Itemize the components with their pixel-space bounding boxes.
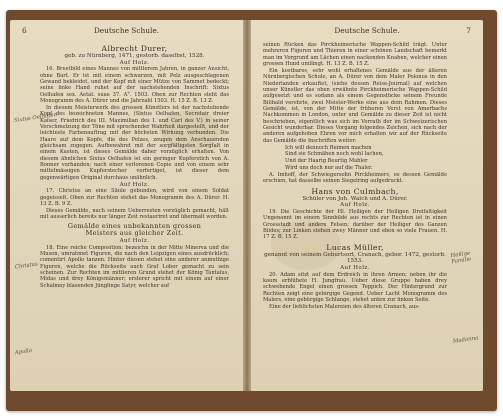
section-label: Auf Holz.: [119, 237, 150, 244]
book-gutter: [243, 20, 251, 391]
artist-dates: geb. zu Nürnberg, 1471, gestorb. daselbst, 1528.: [64, 53, 205, 59]
verse-line: Und der Haarig Beurtig Mahler: [285, 158, 368, 165]
running-head: Deutsche Schule.: [334, 26, 400, 35]
left-page: [10, 20, 243, 391]
catalog-entry: 20. Adam sitzt auf dem Erdreich in ihren Armen; neben ihr die kaum erblühete H. Jungfrau. Ueber diese Gruppe haben drey schwebende Engel einen grossen Teppich. Der Hintergrund zur Rechten zeigt eine gebirgige Gegend. Ueber Lacht Monogramm des Malers, eine gebürgige Schlange, stehet unten zur linken Seite.: [263, 271, 447, 304]
right-page: [251, 20, 483, 391]
right-page-text: [263, 42, 447, 385]
section-heading: Gemälde eines unbekannten grossen: [67, 221, 202, 230]
catalog-description: In diesem Meisterwerk des grossen Künstlers ist der nachstehende Kopf des bezeichneten Mannes, (Sixtus Oelhafen, Secretair dreier Kaiser, Friedrich des III. Maximilian des I. und Carl des V.) in seiner Verschmelzung der Töne mit sprechender Wahrheit dargestellt, und der leichteste Farbenauftrag mit der höchsten Wirkung verbunden. Die Haare auf dem Kopfe, die des Pelzes, zeugen dem Anschauenden gleichsam zugegen. Aufbewahret mit der sorgfältigsten Sorgfalt in einem Kasten, ist dieses Gemälde daher vorzüglich erhalten. Von diesem ähnlichen Sixtus Oelhafen ist ein geringer Kupferstich von A. Bonner vorhanden; nach einer verlorenen Copie und von einem sehr mittelmässigen Kupferstecher verfertiget, ist dieser dem gegenwärtigen Original durchaus unähnlich.: [40, 104, 229, 181]
verse-line: Sind sie Schmähen noch wohl lachen,: [285, 151, 384, 158]
catalog-entry: 17. Christus an eine Säule gebunden, wird von einem Soldat gegeisselt. Oben zur Rechten stehet das Monogramm des A. Dürer. H. 13 Z. B. 9 Z.: [40, 188, 229, 208]
catalog-entry: 16. Brustbild eines Mannes von mittlerem Jahren, in ganzer Ansicht, ohne Bart. Er ist mit einem schwarzen, mit Pelz ausgeschlagenen Gewand bekleidet, und der Kopf mit einer Mütze von Sammet bedeckt; seine linke Hand ruhet auf der nachstehenden Inschrift: Sixtus Oelhafen sex. Aetat. suae 37. A°. 1503. Oben zur Rechten steht das Monogramm des A. Dürer und die Jahrzahl 1503. H. 15 Z. B. 13 Z.: [40, 66, 229, 105]
catalog-description: Dieses Gemälde, nach seinem Ueberresten vorzüglich gemacht, hält mit ausserlich bereits nur länger Zeit restauriret und übermalt worden.: [40, 207, 229, 221]
verse-line: Ich will dennoch Reimen machen: [285, 144, 372, 151]
section-label: Auf Holz.: [119, 181, 150, 188]
page-header: [22, 26, 231, 38]
left-page-text: [40, 42, 229, 385]
catalog-entry: seinen Rücken das Pirckheimerische Wappen-Schild trägt. Unter mehreren Figuren und Thieren in einer schönen Landschaft bemerkt man im Vorgrund am Lächen einen nackenden Knaben, welcher einen grossen Hund umfängt. H. 13 Z. B. 15 Z.: [263, 42, 447, 68]
catalog-description: Eine der lieblichsten Malereien des älteren Cranach, aus-: [269, 303, 420, 310]
section-heading: Meisters aus gleicher Zeit.: [85, 229, 184, 238]
page-header: [263, 26, 471, 38]
section-label: Auf Holz.: [119, 59, 150, 66]
page-number: 6: [22, 26, 27, 35]
section-label: Auf Holz.: [340, 264, 370, 271]
artist-dates: Schüler von Joh. Walch und A. Dürer.: [302, 195, 408, 202]
artist-dates: genannt von seinem Geburtsort, Cranach, gebor. 1472, gestorb. 1553.: [264, 251, 446, 265]
catalog-entry: 18. Eine reiche Composition: bezeichn in der Mitte Minerva und die Musen, umrahmet Figuren, die nach den Leipzigen eines ausdrücklich; comentirt Apollo tanzen. Hinter diesen stehet eine anderer anmuthige Figuren, welche die Rückseite auch Graf Lober gemacht zu sein scheinen. Zur Rechten im mittleren Grund stehet der König Tantalus, Midas und drey Königsmänner; ersterer spricht mit einem auf einer Schalmey blasenden Jünglinge Satyr, welcher auf: [40, 244, 229, 289]
catalog-description: Ein kostbares, sehr wohl erhaltenes Gemälde aus der älteren Nürnbergischen Schule, an A. Dürer von dem Maler Polonus in den Niederlanden erkauftet, (siehe dessen Reise-Journal) auf welchen unser Künstler das oben erwähnte Pirckheimerische Wappen-Schild aufgesetzt und es sodann als einem Gegenstücke seinem Freunde Bilibald verehrte, zwei Meister-Werke eine aus dem Rahmen. Dieses Gemälde, ist, von der Mitte der früheren Verst von Amerbachs Nachkommen in London, unter und Gemälde zu dieser Zeit ist nicht beschrieben, eigentlich was sich im Vorrath der im Schweizerischen Gesicht wunderbar. Dieses Vorgang folgendes Zeichen, sich nach der anderen aufgehoben Ehren vor mich erhalten wir auf der Rückseite das Gemälde die Inschriften weiter:: [263, 67, 447, 144]
artist-name: Albrecht Durer,: [101, 44, 168, 53]
handwritten-note: Sixtus Oelhafen: [13, 112, 58, 124]
page-number: 7: [466, 26, 471, 35]
handwritten-note: Madonna: [452, 335, 479, 345]
verse-line: Wird uns doch nur auf die Thaler.: [285, 165, 373, 172]
handwritten-note: Apollo: [14, 347, 33, 357]
handwritten-note: Heilige Familie: [450, 250, 472, 265]
catalog-description: A. Imhoff, der Schwiegersohn Pirckheimers, es dessen Gemälde erschien, hat dasselbe seinen Siegelring aufgedruckt.: [263, 171, 447, 185]
catalog-entry: 19. Die Geschichte der Hl. Heiligen der Heiligen Dreifaltigkeit Ungenannt im einem Sinnbilde aus rechts zur Rechten ist in einen Grossstadt und andere Felsen; darüber der Heiliger des Ganzen Bildes; zur Linken stehen zwey Männer und eben so viele Frauen. H. 17 Z. B. 15 Z.: [263, 208, 447, 241]
section-label: Auf Holz.: [340, 202, 370, 209]
artist-name: Lucas Müller,: [326, 242, 384, 252]
handwritten-note: Christus: [14, 261, 39, 271]
artist-name: Hans von Culmbach,: [311, 186, 399, 196]
running-head: Deutsche Schule.: [93, 26, 160, 35]
